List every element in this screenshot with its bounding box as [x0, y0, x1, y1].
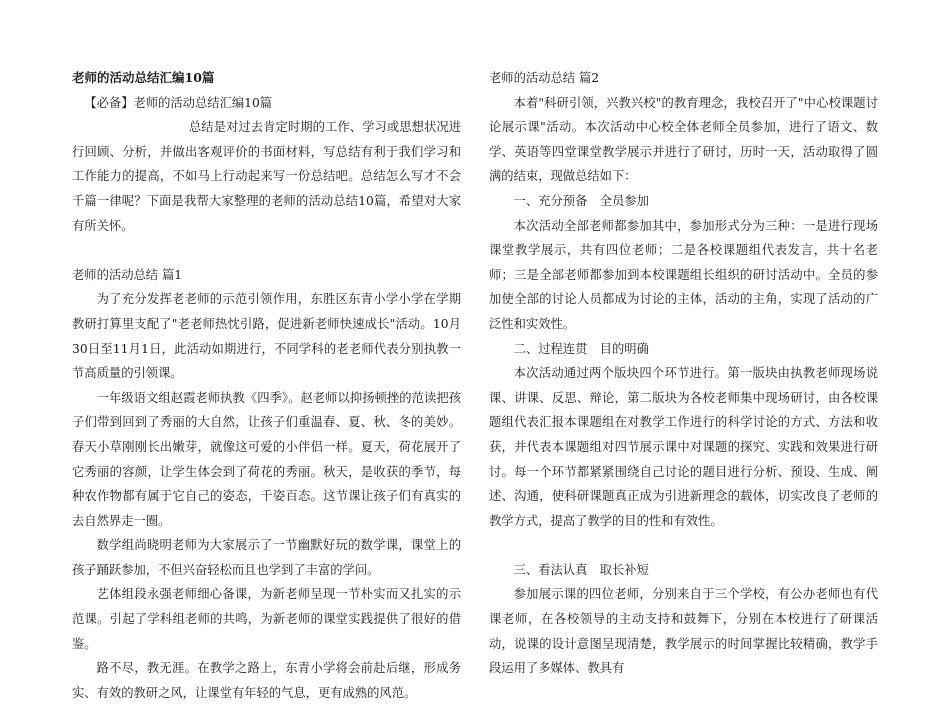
article1-paragraph: 数学组尚晓明老师为大家展示了一节幽默好玩的数学课，课堂上的孩子踊跃参加，不但兴奋轻松而且也学到了丰富的学问。	[72, 538, 461, 577]
document-title: 老师的活动总结汇编10篇	[72, 70, 215, 85]
article1-paragraph: 路不尽，教无涯。在教学之路上，东青小学将会前赴后继，形成务实、有效的教研之风，让课堂有年轻的气息，更有成熟的风范。	[72, 661, 461, 700]
article1-paragraph: 为了充分发挥老老师的示范引领作用，东胜区东青小学小学在学期教研打算里支配了"老老师热忱引路，促进新老师快速成长"活动。10月30日至11月1日，此活动如期进行，不同学科的老老师代表分别执教一节高质量的引领课。	[72, 292, 461, 381]
spacer	[72, 238, 461, 263]
article2-paragraph: 本次活动通过两个版块四个环节进行。第一版块由执教老师现场说课、讲课、反思、辩论，第二版块为各校老师集中现场研讨，由各校课题组代表汇报本课题组在对教学工作进行的科学讨论的方式、方法和收获，并代表本课题组对四节展示课中对课题的探究、实践和效果进行研讨。每一个环节都紧紧围绕自己讨论的题目进行分析、预设、生成、阐述、沟通，使科研课题真正成为引进新理念的载体，切实改良了老师的教学方式，提高了教学的目的性和有效性。	[489, 366, 878, 528]
article2-paragraph: 本次活动全部老师都参加其中，参加形式分为三种：一是进行现场课堂教学展示，共有四位老师；二是各校课题组代表发言，共十名老师；三是全部老师都参加到本校课题组长组织的研讨活动中。全员的参加使全部的讨论人员都成为讨论的主体，活动的主角，实现了活动的广泛性和实效性。	[489, 218, 878, 331]
article2-paragraph: 参加展示课的四位老师，分别来自于三个学校，有公办老师也有代课老师，在各校领导的主动支持和鼓舞下，分别在本校进行了研课活动，说课的设计意图呈现清楚，教学展示的时间掌握比较精确，教学手段运用了多媒体、教具有	[489, 587, 878, 676]
article1-paragraph: 艺体组段永强老师细心备课，为新老师呈现一节朴实而又扎实的示范课。引起了学科组老师的共鸣，为新老师的课堂实践提供了很好的借鉴。	[72, 587, 461, 651]
article2-paragraph: 本着"科研引领，兴教兴校"的教育理念，我校召开了"中心校课题讨论展示课"活动。本次活动中心校全体老师全员参加，进行了语文、数学、英语等四堂课堂教学展示并进行了研讨，历时一天，活动取得了圆满的结束，现做总结如下：	[489, 95, 878, 184]
document-subtitle: 【必备】老师的活动总结汇编10篇	[84, 95, 273, 110]
intro-paragraph: 总结是对过去肯定时期的工作、学习或思想状况进行回顾、分析，并做出客观评价的书面材料，写总结有利于我们学习和工作能力的提高，不如马上行动起来写一份总结吧。总结怎么写才不会千篇一律呢？下面是我帮大家整理的老师的活动总结10篇，希望对大家有所关怀。	[72, 120, 461, 233]
article2-section-heading: 三、看法认真 取长补短	[513, 562, 649, 577]
article2-heading: 老师的活动总结 篇2	[489, 71, 600, 85]
article2-section-heading: 一、充分预备 全员参加	[513, 193, 649, 208]
right-column	[489, 66, 878, 681]
article1-paragraph: 一年级语文组赵霞老师执教《四季》。赵老师以抑扬顿挫的范读把孩子们带到回到了秀丽的大自然，让孩子们重温春、夏、秋、冬的美妙。春天小草刚刚长出嫩芽，就像这可爱的小伴侣一样。夏天，荷花展开了它秀丽的容颜，让学生体会到了荷花的秀丽。秋天，是收获的季节，每种农作物都有属于它自己的姿态，千姿百态。这节课让孩子们有真实的去自然界走一圈。	[72, 390, 461, 528]
left-column	[72, 66, 461, 705]
spacer	[489, 533, 878, 558]
article2-section-heading: 二、过程连贯 目的明确	[513, 341, 649, 356]
article1-heading: 老师的活动总结 篇1	[72, 267, 183, 282]
